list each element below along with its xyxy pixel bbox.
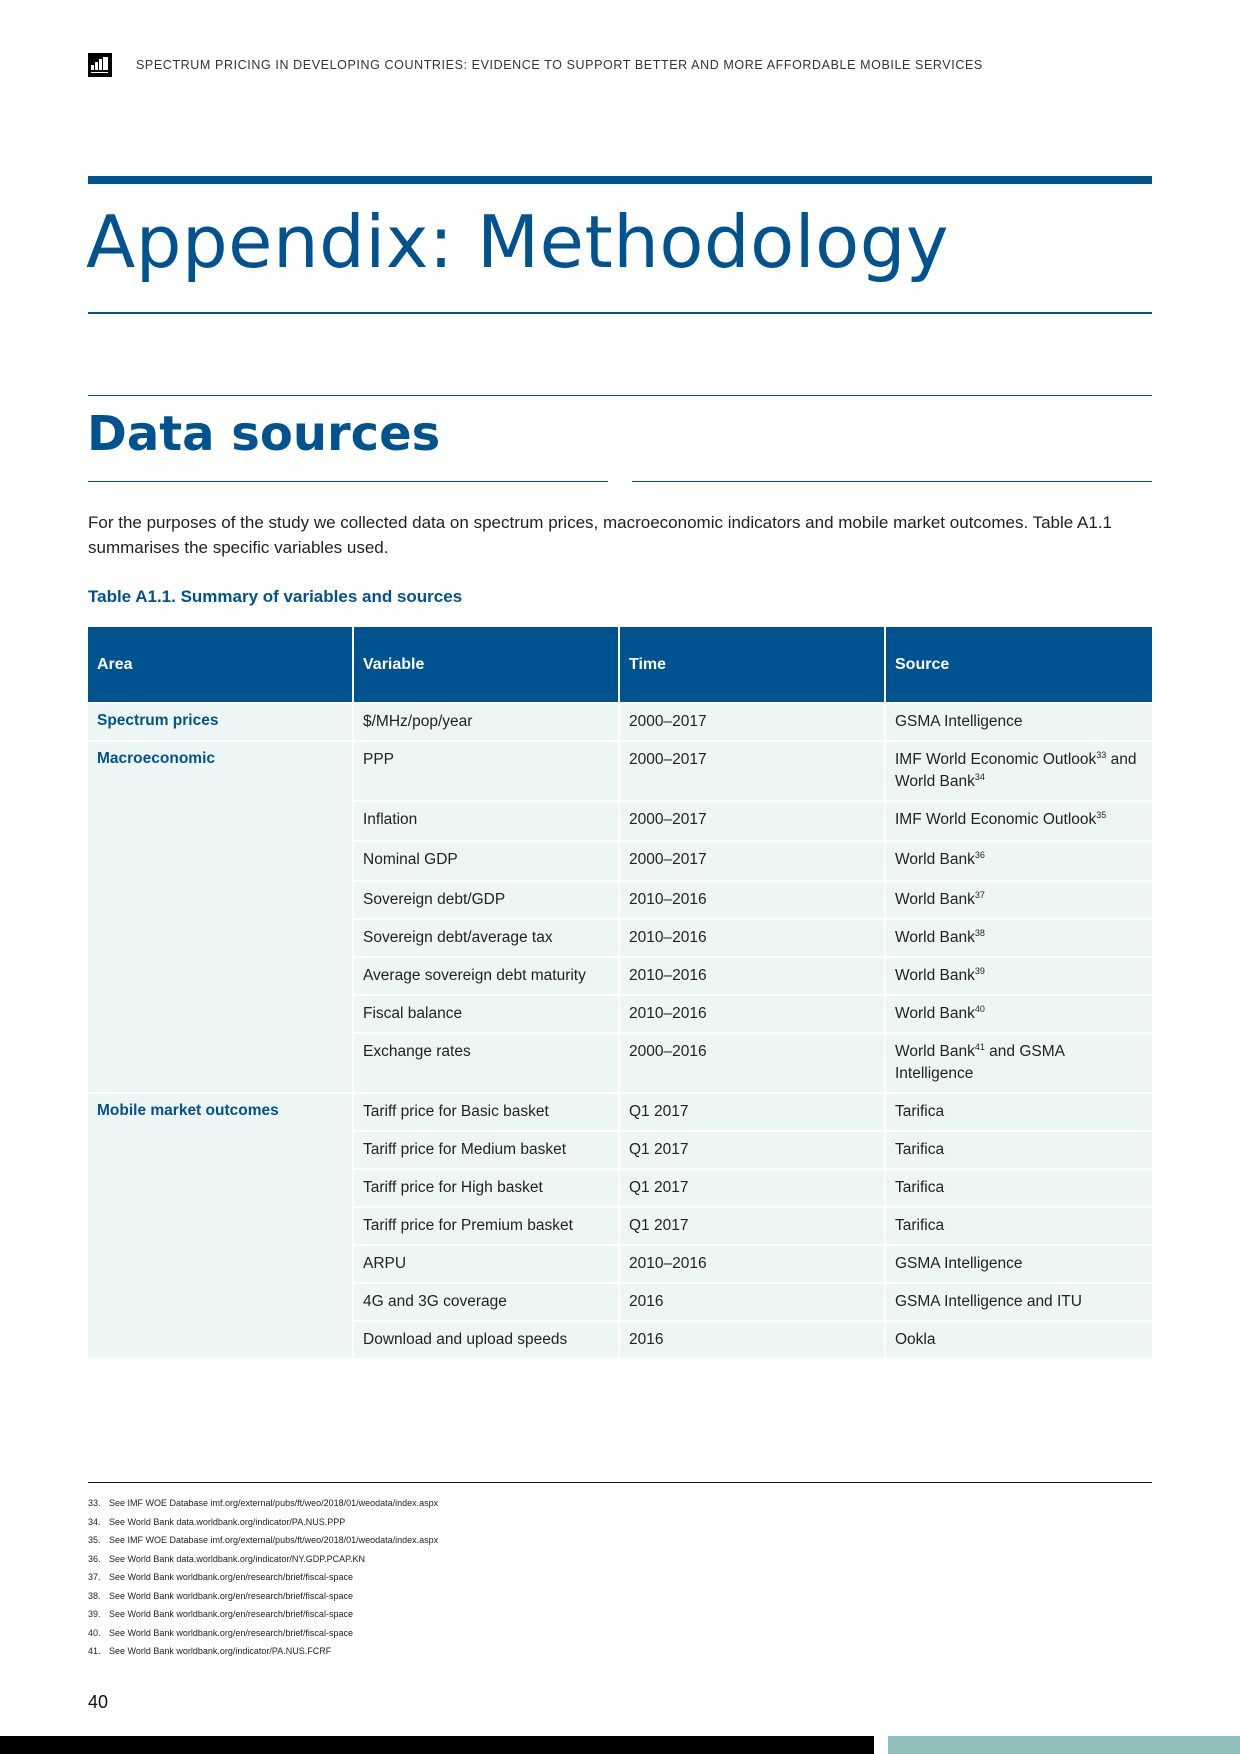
variable-cell: 4G and 3G coverage xyxy=(354,1284,620,1320)
table-row xyxy=(354,1168,1152,1206)
footnote xyxy=(88,1624,438,1643)
time-cell: 2016 xyxy=(620,1284,886,1320)
source-text: and World Bank xyxy=(895,751,1137,790)
section-top-rule xyxy=(88,395,1152,396)
footnote-rule xyxy=(88,1482,1152,1483)
footnote-number: 35. xyxy=(88,1535,101,1546)
table-row xyxy=(354,880,1152,918)
table-caption: Table A1.1. Summary of variables and sources xyxy=(88,587,463,606)
footnote-number: 37. xyxy=(88,1572,101,1583)
source-text: World Bank xyxy=(895,851,975,868)
source-cell: Tarifica xyxy=(886,1094,1152,1130)
area-cell: Mobile market outcomes xyxy=(88,1092,354,1358)
page-number: 40 xyxy=(88,1692,109,1712)
footnote-text: See World Bank worldbank.org/en/research/brief/fiscal-space xyxy=(109,1627,353,1638)
footnote-number: 34. xyxy=(88,1516,101,1527)
footer-bar-black xyxy=(0,1736,874,1754)
top-thick-rule xyxy=(88,176,1152,184)
source-cell xyxy=(886,742,1152,800)
source-text: and GSMA Intelligence xyxy=(895,1043,1065,1082)
variable-cell: Exchange rates xyxy=(354,1034,620,1092)
footnote-text: See World Bank worldbank.org/en/research/brief/fiscal-space xyxy=(109,1609,353,1620)
footnote-number: 40. xyxy=(88,1627,101,1638)
footnote-text: See World Bank data.worldbank.org/indicator/PA.NUS.PPP xyxy=(109,1516,346,1527)
source-text: IMF World Economic Outlook xyxy=(895,811,1097,828)
source-cell xyxy=(886,882,1152,918)
footnote xyxy=(88,1531,438,1550)
source-cell xyxy=(886,920,1152,956)
table-row xyxy=(354,918,1152,956)
footnote-ref: 40 xyxy=(974,1003,985,1014)
footnote-ref: 36 xyxy=(974,849,985,860)
source-text: World Bank xyxy=(895,891,975,908)
table-row xyxy=(354,956,1152,994)
footnote-text: See IMF WOE Database imf.org/external/pubs/ft/weo/2018/01/weodata/index.aspx xyxy=(109,1498,439,1509)
source-cell: GSMA Intelligence xyxy=(886,1246,1152,1282)
footnote xyxy=(88,1605,438,1624)
variable-cell: Tariff price for Medium basket xyxy=(354,1132,620,1168)
source-cell xyxy=(886,802,1152,840)
source-cell: Ookla xyxy=(886,1322,1152,1358)
source-text: World Bank xyxy=(895,967,975,984)
source-cell: GSMA Intelligence and ITU xyxy=(886,1284,1152,1320)
footnote-ref: 35 xyxy=(1096,809,1107,820)
footnote-text: See World Bank worldbank.org/en/research/brief/fiscal-space xyxy=(109,1572,353,1583)
variables-table xyxy=(88,627,1152,1358)
source-text: World Bank xyxy=(895,929,975,946)
time-cell: 2000–2017 xyxy=(620,742,886,800)
table-row xyxy=(354,800,1152,840)
footnote-ref: 33 xyxy=(1096,749,1107,760)
footnote-text: See World Bank worldbank.org/indicator/PA.NUS.FCRF xyxy=(109,1646,332,1657)
footnote xyxy=(88,1494,438,1513)
header-time: Time xyxy=(620,627,886,702)
source-cell xyxy=(886,996,1152,1032)
intro-paragraph: For the purposes of the study we collected data on spectrum prices, macroeconomic indicators and mobile market outcomes. Table A1.1 summarises the specific variables used. xyxy=(88,513,1112,557)
variable-cell: $/MHz/pop/year xyxy=(354,704,620,740)
footnote xyxy=(88,1513,438,1532)
variable-cell: Fiscal balance xyxy=(354,996,620,1032)
time-cell: 2000–2017 xyxy=(620,704,886,740)
time-cell: Q1 2017 xyxy=(620,1170,886,1206)
time-cell: 2010–2016 xyxy=(620,996,886,1032)
section-title: Data sources xyxy=(87,406,441,462)
footnote xyxy=(88,1568,438,1587)
table-row xyxy=(354,1282,1152,1320)
variable-cell: Sovereign debt/GDP xyxy=(354,882,620,918)
footnote-number: 36. xyxy=(88,1553,101,1564)
time-cell: 2010–2016 xyxy=(620,958,886,994)
appendix-title: Appendix: Methodology xyxy=(86,200,950,284)
table-row xyxy=(354,840,1152,880)
time-cell: Q1 2017 xyxy=(620,1132,886,1168)
source-cell: Tarifica xyxy=(886,1208,1152,1244)
header-area: Area xyxy=(88,627,354,702)
table-group xyxy=(88,702,1152,740)
table-body xyxy=(88,702,1152,1358)
table-row xyxy=(354,702,1152,740)
table-row xyxy=(354,1092,1152,1130)
time-cell: 2000–2017 xyxy=(620,802,886,840)
source-text: World Bank xyxy=(895,1043,975,1060)
source-cell: GSMA Intelligence xyxy=(886,704,1152,740)
footnote-number: 38. xyxy=(88,1590,101,1601)
source-text: World Bank xyxy=(895,1005,975,1022)
appendix-underline xyxy=(88,312,1152,314)
variable-cell: Download and upload speeds xyxy=(354,1322,620,1358)
time-cell: 2010–2016 xyxy=(620,882,886,918)
table-row xyxy=(354,1244,1152,1282)
source-cell: Tarifica xyxy=(886,1132,1152,1168)
header-variable: Variable xyxy=(354,627,620,702)
variable-cell: PPP xyxy=(354,742,620,800)
table-row xyxy=(354,1206,1152,1244)
variable-cell: Inflation xyxy=(354,802,620,840)
table-row xyxy=(354,1032,1152,1092)
time-cell: Q1 2017 xyxy=(620,1094,886,1130)
footer-bar-teal xyxy=(888,1736,1240,1754)
footnote-text: See IMF WOE Database imf.org/external/pubs/ft/weo/2018/01/weodata/index.aspx xyxy=(109,1535,439,1546)
table-row xyxy=(354,1320,1152,1358)
footnote-number: 39. xyxy=(88,1609,101,1620)
time-cell: 2010–2016 xyxy=(620,920,886,956)
footnote-ref: 41 xyxy=(974,1041,985,1052)
footnotes xyxy=(88,1494,438,1661)
table-group xyxy=(88,740,1152,1092)
time-cell: 2010–2016 xyxy=(620,1246,886,1282)
table-row xyxy=(354,1130,1152,1168)
table-group xyxy=(88,1092,1152,1358)
time-cell: Q1 2017 xyxy=(620,1208,886,1244)
footnote-ref: 34 xyxy=(974,771,985,782)
header-source: Source xyxy=(886,627,1152,702)
table-header-row xyxy=(88,627,1152,702)
variable-cell: ARPU xyxy=(354,1246,620,1282)
table-row xyxy=(354,740,1152,800)
footnote-ref: 39 xyxy=(974,965,985,976)
source-cell xyxy=(886,842,1152,880)
variable-cell: Tariff price for Premium basket xyxy=(354,1208,620,1244)
gsma-logo-icon xyxy=(88,53,112,77)
footnote-ref: 38 xyxy=(974,927,985,938)
footnote-text: See World Bank worldbank.org/en/research/brief/fiscal-space xyxy=(109,1590,353,1601)
footnote-number: 41. xyxy=(88,1646,101,1657)
time-cell: 2000–2017 xyxy=(620,842,886,880)
time-cell: 2000–2016 xyxy=(620,1034,886,1092)
variable-cell: Tariff price for Basic basket xyxy=(354,1094,620,1130)
variable-cell: Average sovereign debt maturity xyxy=(354,958,620,994)
footnote-number: 33. xyxy=(88,1498,101,1509)
area-cell: Spectrum prices xyxy=(88,702,354,740)
table-row xyxy=(354,994,1152,1032)
variable-cell: Tariff price for High basket xyxy=(354,1170,620,1206)
source-text: IMF World Economic Outlook xyxy=(895,751,1097,768)
time-cell: 2016 xyxy=(620,1322,886,1358)
section-bottom-rule-left xyxy=(88,481,608,482)
source-cell: Tarifica xyxy=(886,1170,1152,1206)
variable-cell: Nominal GDP xyxy=(354,842,620,880)
footnote xyxy=(88,1642,438,1661)
footnote-text: See World Bank data.worldbank.org/indicator/NY.GDP.PCAP.KN xyxy=(109,1553,365,1564)
section-bottom-rule-right xyxy=(632,481,1152,482)
source-cell xyxy=(886,1034,1152,1092)
footnote-ref: 37 xyxy=(974,889,985,900)
running-header-title: SPECTRUM PRICING IN DEVELOPING COUNTRIES: EVIDENCE TO SUPPORT BETTER AND MORE AFFORDABLE MOBILE SERVICES xyxy=(136,58,983,72)
footnote xyxy=(88,1587,438,1606)
variable-cell: Sovereign debt/average tax xyxy=(354,920,620,956)
footnote xyxy=(88,1550,438,1569)
source-cell xyxy=(886,958,1152,994)
page-header xyxy=(88,52,1152,78)
area-cell: Macroeconomic xyxy=(88,740,354,1092)
